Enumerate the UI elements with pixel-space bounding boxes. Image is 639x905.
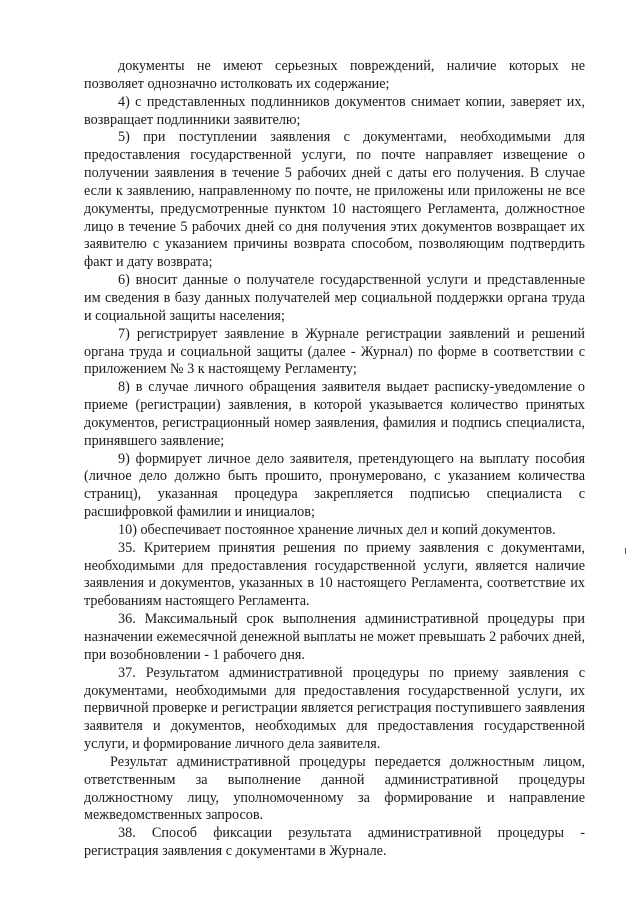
paragraph-result: Результат административной процедуры передается должностным лицом, ответственным за выполнение данной административной процедуры должностному лицу, уполномоченному за формирование и направление межведомственных запросов. — [84, 753, 585, 824]
paragraph-item-10: 10) обеспечивает постоянное хранение личных дел и копий документов. — [118, 521, 556, 538]
paragraph-38: 38. Способ фиксации результата административной процедуры - регистрация заявления с документами в Журнале. — [84, 825, 585, 860]
paragraph-item-6: 6) вносит данные о получателе государственной услуги и представленные им сведения в базу данных получателей мер социальной поддержки органа труда и социальной защиты населения; — [84, 272, 585, 324]
paragraph-item-4: 4) с представленных подлинников документов снимает копии, заверяет их, возвращает подлинники заявителю; — [84, 93, 585, 128]
paragraph-continuation: документы не имеют серьезных повреждений, наличие которых не позволяет однозначно истолковать их содержание; — [84, 58, 585, 92]
paragraph-36: 36. Максимальный срок выполнения административной процедуры при назначении ежемесячной денежной выплаты не может превышать 2 рабочих дней, при возобновлении - 1 рабочего дня. — [84, 611, 585, 663]
paragraph-item-5: 5) при поступлении заявления с документами, необходимыми для предоставления государственной услуги, по почте направляет извещение о получении заявления в течение 5 рабочих дней с даты его получения. В случае если к заявлению, направленному по почте, не приложены или приложены не все документы, предусмотренные пунктом 10 настоящего Регламента, должностное лицо в течение 5 рабочих дней со дня получения этих документов возвращает их заявителю с указанием причины возврата способом, позволяющим подтвердить факт и дату возврата; — [84, 129, 585, 271]
document-body — [84, 58, 585, 861]
paragraph-item-8: 8) в случае личного обращения заявителя выдает расписку-уведомление о приеме (регистрации) заявления, в которой указывается количество принятых документов, регистрационный номер заявления, фамилия и подпись специалиста, принявшего заявление; — [84, 379, 585, 449]
paragraph-37: 37. Результатом административной процедуры по приему заявления с документами, необходимыми для предоставления государственной услуги, их первичной проверке и регистрации является регистрация поступившего заявления заявителя и документов, необходимых для предоставления государственной услуги, и формирование личного дела заявителя. — [84, 664, 585, 753]
paragraph-35: 35. Критерием принятия решения по приему заявления с документами, необходимыми для предоставления государственной услуги, является наличие заявления и документов, указанных в 10 настоящего Регламента, соответствие их требованиям настоящего Регламента. — [84, 539, 585, 610]
paragraph-item-7: 7) регистрирует заявление в Журнале регистрации заявлений и решений органа труда и социальной защиты (далее - Журнал) по форме в соответствии с приложением № 3 к настоящему Регламенту; — [84, 325, 585, 378]
paragraph-item-9: 9) формирует личное дело заявителя, претендующего на выплату пособия (личное дело должно быть прошито, пронумеровано, с указанием количества страниц), указанная процедура закрепляется подписью специалиста с расшифровкой фамилии и инициалов; — [84, 450, 585, 521]
scan-artifact-mark — [625, 548, 626, 554]
